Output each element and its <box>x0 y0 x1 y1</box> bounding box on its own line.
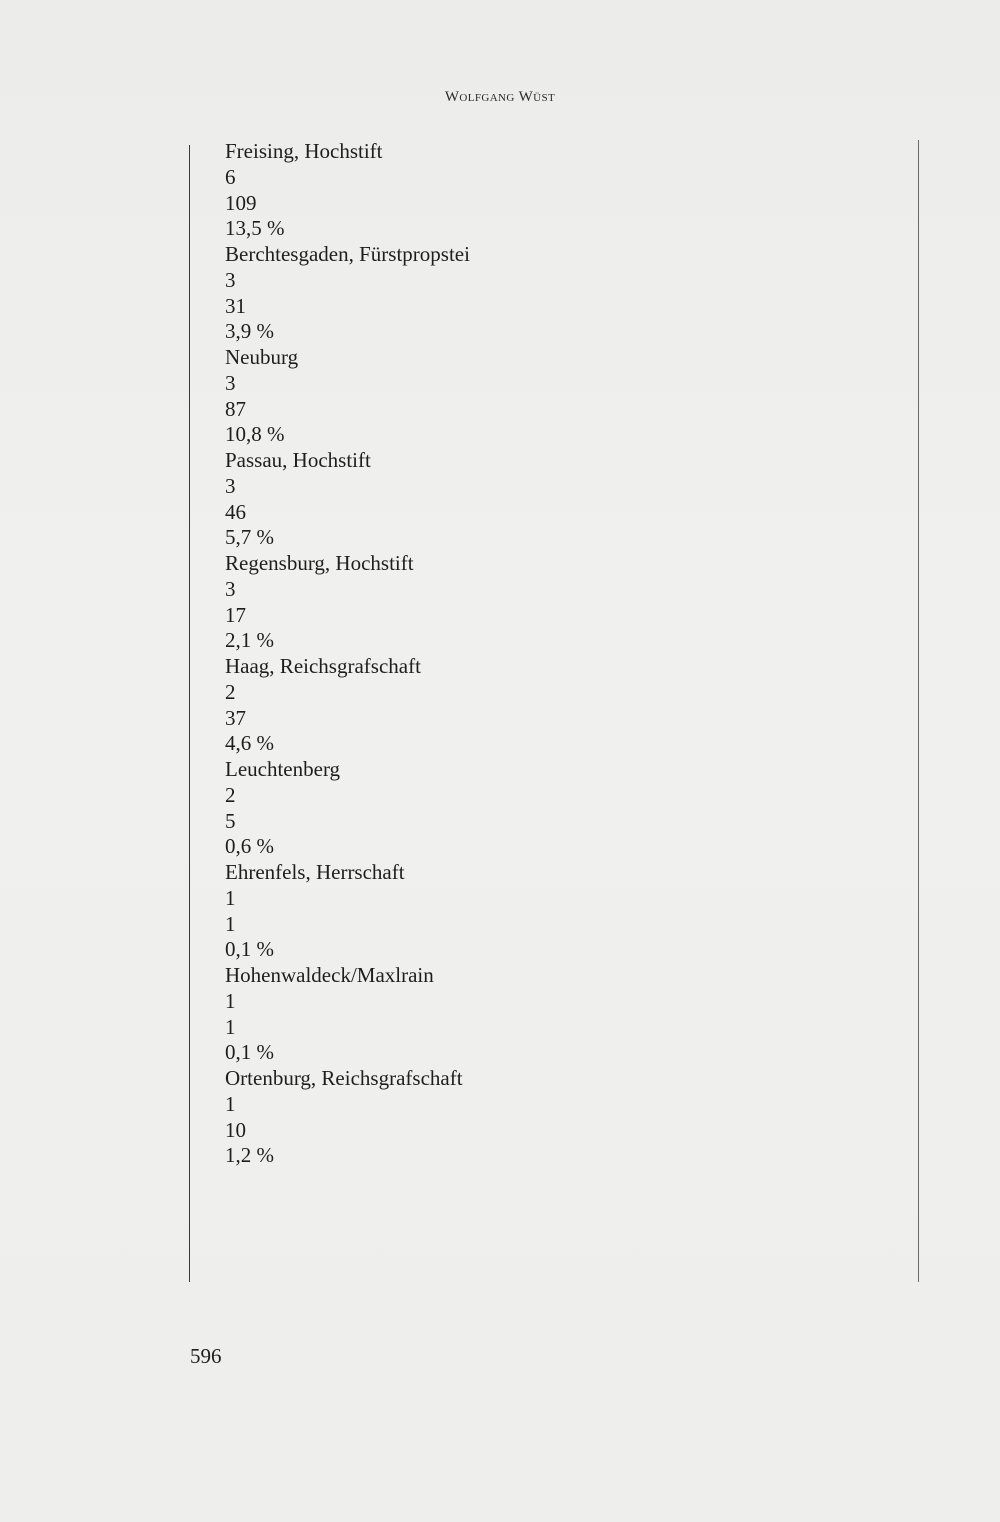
territory-percent: 10,8 % <box>225 422 285 447</box>
territory-name: Ehrenfels, Herrschaft <box>225 860 405 884</box>
running-head-text: Wolfgang Wüst <box>444 89 556 105</box>
territory-count-b: 5 <box>225 808 236 833</box>
territory-count-b: 17 <box>225 602 246 627</box>
territory-count-b: 46 <box>225 499 246 524</box>
territory-count-b: 10 <box>225 1117 246 1142</box>
territory-entry <box>225 138 885 241</box>
territory-count-b: 1 <box>225 911 236 936</box>
territory-count-b: 31 <box>225 293 246 318</box>
territory-percent: 2,1 % <box>225 628 274 653</box>
territory-percent: 4,6 % <box>225 731 274 756</box>
territory-name: Haag, Reichsgrafschaft <box>225 654 421 678</box>
territory-name: Passau, Hochstift <box>225 448 371 472</box>
territory-name: Hohenwaldeck/Maxlrain <box>225 963 434 987</box>
territory-name: Leuchtenberg <box>225 757 341 781</box>
territory-entry <box>225 344 885 447</box>
territory-entry <box>225 859 885 962</box>
territory-count-a: 6 <box>225 164 236 189</box>
territory-name: Freising, Hochstift <box>225 139 383 163</box>
territory-count-b: 109 <box>225 190 257 215</box>
territory-count-b: 37 <box>225 705 246 730</box>
territory-entry <box>225 962 885 1065</box>
territory-count-a: 1 <box>225 885 236 910</box>
territory-count-a: 3 <box>225 370 236 395</box>
territory-entry <box>225 1065 885 1168</box>
territory-name: Regensburg, Hochstift <box>225 551 414 575</box>
territory-list <box>225 138 885 1168</box>
page-number: 596 <box>190 1344 222 1368</box>
territory-entry <box>225 653 885 756</box>
territory-count-a: 3 <box>225 267 236 292</box>
territory-percent: 0,1 % <box>225 937 274 962</box>
territory-percent: 0,6 % <box>225 834 274 859</box>
territory-count-a: 1 <box>225 1091 236 1116</box>
territory-percent: 5,7 % <box>225 525 274 550</box>
territory-percent: 3,9 % <box>225 319 274 344</box>
territory-percent: 0,1 % <box>225 1040 274 1065</box>
left-column-rule <box>189 145 190 1282</box>
territory-percent: 1,2 % <box>225 1143 274 1168</box>
right-column-rule <box>918 140 919 1282</box>
territory-name: Berchtesgaden, Fürstpropstei <box>225 242 470 266</box>
territory-percent: 13,5 % <box>225 216 285 241</box>
territory-count-b: 87 <box>225 396 246 421</box>
territory-count-a: 1 <box>225 988 236 1013</box>
territory-entry <box>225 756 885 859</box>
territory-count-a: 2 <box>225 782 236 807</box>
territory-name: Ortenburg, Reichsgrafschaft <box>225 1066 463 1090</box>
territory-entry <box>225 241 885 344</box>
territory-count-b: 1 <box>225 1014 236 1039</box>
territory-entry <box>225 550 885 653</box>
territory-count-a: 2 <box>225 679 236 704</box>
territory-name: Neuburg <box>225 345 299 369</box>
territory-entry <box>225 447 885 550</box>
territory-count-a: 3 <box>225 473 236 498</box>
running-head <box>0 89 1000 106</box>
territory-count-a: 3 <box>225 576 236 601</box>
